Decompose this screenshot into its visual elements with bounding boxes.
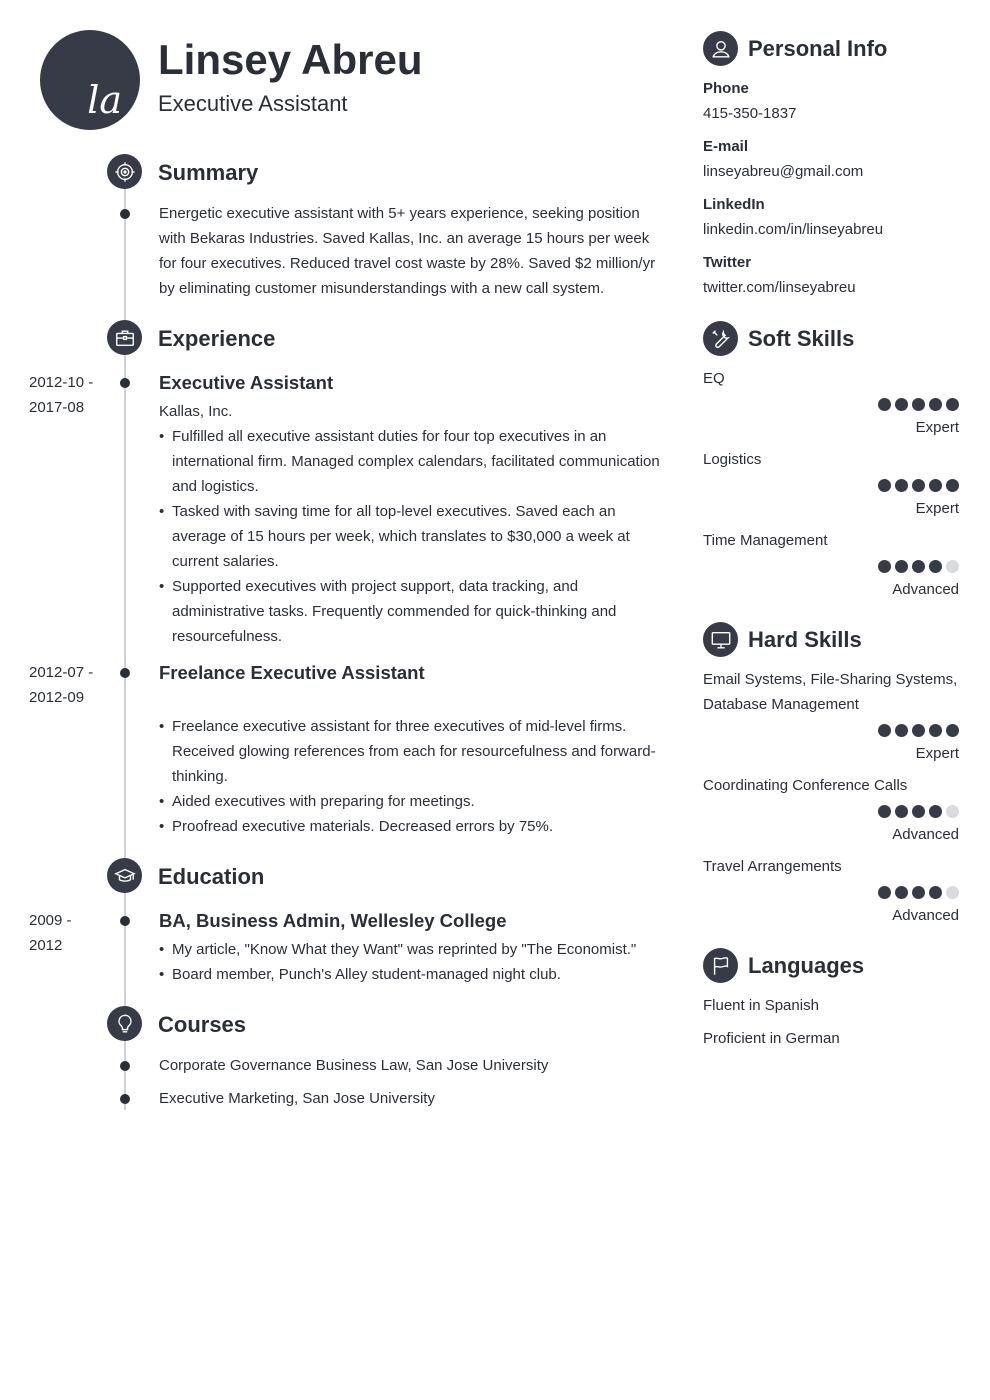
linkedin-value: linkedin.com/in/linseyabreu bbox=[703, 221, 884, 238]
job-role: Freelance Executive Assistant bbox=[159, 662, 425, 683]
rating-dot-filled bbox=[878, 724, 891, 737]
rating-dot-filled bbox=[929, 560, 942, 573]
rating-dot-filled bbox=[946, 479, 959, 492]
experience-heading: Experience bbox=[158, 326, 276, 351]
summary-icon bbox=[107, 154, 142, 189]
email-value: linseyabreu@gmail.com bbox=[703, 163, 864, 180]
job-bullet: • Proofread executive materials. Decreased errors by 75%. bbox=[159, 814, 664, 839]
job-bullet: • Fulfilled all executive assistant duties for four top executives in an international firm. Managed complex calendars, facilitated communication and logistics. bbox=[159, 424, 664, 499]
skill-level: Advanced bbox=[892, 826, 959, 843]
courses-icon bbox=[107, 1006, 142, 1041]
education-icon bbox=[107, 858, 142, 893]
job-bullet: • Freelance executive assistant for three executives of mid-level firms. Received glowing references from each for resourcefulness and forward-thinking. bbox=[159, 714, 664, 789]
skill-name: Email Systems, File-Sharing Systems, Database Management bbox=[703, 671, 958, 713]
skill-rating bbox=[878, 560, 959, 573]
course-item: Corporate Governance Business Law, San Jose University bbox=[159, 1057, 549, 1074]
phone-label: Phone bbox=[703, 80, 749, 97]
twitter-label: Twitter bbox=[703, 254, 752, 271]
rating-dot-filled bbox=[895, 805, 908, 818]
phone-value: 415-350-1837 bbox=[703, 105, 797, 122]
education-bullet: • My article, "Know What they Want" was reprinted by "The Economist." bbox=[159, 937, 664, 962]
skill-name: Time Management bbox=[703, 532, 828, 549]
skill-name: EQ bbox=[703, 370, 725, 387]
skill-rating bbox=[878, 805, 959, 818]
skill-rating bbox=[878, 724, 959, 737]
job-bullets bbox=[159, 424, 664, 649]
summary-heading: Summary bbox=[158, 160, 259, 185]
timeline-dot bbox=[120, 1094, 130, 1104]
rating-dot-filled bbox=[895, 886, 908, 899]
languages-heading: Languages bbox=[748, 953, 865, 978]
language-item: Fluent in Spanish bbox=[703, 997, 819, 1014]
job-role: Executive Assistant bbox=[159, 372, 334, 393]
education-date bbox=[29, 908, 109, 958]
job-date-end: 2017-08 bbox=[29, 399, 85, 416]
personal-info-heading: Personal Info bbox=[748, 36, 888, 61]
timeline-dot bbox=[120, 916, 130, 926]
rating-dot-filled bbox=[878, 560, 891, 573]
skill-level: Advanced bbox=[892, 907, 959, 924]
rating-dot-filled bbox=[929, 805, 942, 818]
job-date-end: 2012-09 bbox=[29, 689, 85, 706]
education-bullets bbox=[159, 937, 664, 987]
courses-heading: Courses bbox=[158, 1012, 247, 1037]
rating-dot-filled bbox=[912, 560, 925, 573]
skill-rating bbox=[878, 398, 959, 411]
skill-level: Advanced bbox=[892, 581, 959, 598]
rating-dot-filled bbox=[878, 805, 891, 818]
candidate-title: Executive Assistant bbox=[158, 91, 348, 116]
job-company: Kallas, Inc. bbox=[159, 403, 233, 420]
job-date bbox=[29, 660, 109, 710]
skill-name: Travel Arrangements bbox=[703, 858, 842, 875]
rating-dot-filled bbox=[946, 724, 959, 737]
job-bullet: • Tasked with saving time for all top-level executives. Saved each an average of 15 hours per week, which translates to $30,000 a week at current salaries. bbox=[159, 499, 664, 574]
education-heading: Education bbox=[158, 864, 265, 889]
skill-name: Coordinating Conference Calls bbox=[703, 777, 908, 794]
hard-skills-icon bbox=[703, 622, 738, 657]
rating-dot-empty bbox=[946, 805, 959, 818]
skill-level: Expert bbox=[915, 419, 959, 436]
personal-info-icon bbox=[703, 31, 738, 66]
rating-dot-filled bbox=[895, 560, 908, 573]
soft-skills-heading: Soft Skills bbox=[748, 326, 855, 351]
summary-text: Energetic executive assistant with 5+ years experience, seeking position with Bekaras Industries. Saved Kallas, Inc. an average 15 hours per week for four executives. Reduced travel cost waste by 28%. Saved $2 million/yr by eliminating customer misunderstandings with a new call system. bbox=[159, 205, 656, 297]
languages-icon bbox=[703, 948, 738, 983]
timeline-dot bbox=[120, 1061, 130, 1071]
twitter-value: twitter.com/linseyabreu bbox=[703, 279, 856, 296]
rating-dot-filled bbox=[912, 805, 925, 818]
avatar bbox=[40, 30, 140, 130]
language-item: Proficient in German bbox=[703, 1030, 840, 1047]
rating-dot-filled bbox=[912, 724, 925, 737]
education-bullet: • Board member, Punch's Alley student-managed night club. bbox=[159, 962, 664, 987]
hard-skills-heading: Hard Skills bbox=[748, 627, 862, 652]
rating-dot-filled bbox=[912, 479, 925, 492]
rating-dot-filled bbox=[929, 886, 942, 899]
soft-skills-icon bbox=[703, 321, 738, 356]
timeline-dot bbox=[120, 378, 130, 388]
timeline-line bbox=[124, 172, 126, 1110]
rating-dot-filled bbox=[895, 398, 908, 411]
rating-dot-filled bbox=[929, 479, 942, 492]
email-label: E-mail bbox=[703, 138, 749, 155]
education-degree: BA, Business Admin, Wellesley College bbox=[159, 910, 507, 931]
rating-dot-filled bbox=[878, 886, 891, 899]
rating-dot-filled bbox=[912, 886, 925, 899]
job-date-start: 2012-07 - bbox=[29, 664, 94, 681]
rating-dot-filled bbox=[878, 479, 891, 492]
avatar-initials: la bbox=[87, 78, 122, 122]
skill-level: Expert bbox=[915, 745, 959, 762]
rating-dot-empty bbox=[946, 560, 959, 573]
timeline-dot bbox=[120, 209, 130, 219]
skill-level: Expert bbox=[915, 500, 959, 517]
skill-rating bbox=[878, 886, 959, 899]
job-bullet: • Aided executives with preparing for meetings. bbox=[159, 789, 664, 814]
rating-dot-filled bbox=[929, 724, 942, 737]
rating-dot-empty bbox=[946, 886, 959, 899]
linkedin-label: LinkedIn bbox=[703, 196, 765, 213]
candidate-name: Linsey Abreu bbox=[158, 36, 423, 83]
job-bullets bbox=[159, 714, 664, 839]
rating-dot-filled bbox=[946, 398, 959, 411]
rating-dot-filled bbox=[912, 398, 925, 411]
timeline-dot bbox=[120, 668, 130, 678]
job-date bbox=[29, 370, 109, 420]
rating-dot-filled bbox=[895, 724, 908, 737]
job-date-start: 2012-10 - bbox=[29, 374, 94, 391]
education-date-start: 2009 - bbox=[29, 912, 72, 929]
rating-dot-filled bbox=[895, 479, 908, 492]
education-date-end: 2012 bbox=[29, 937, 63, 954]
job-bullet: • Supported executives with project support, data tracking, and administrative tasks. Frequently commended for quick-thinking and resourcefulness. bbox=[159, 574, 664, 649]
skill-rating bbox=[878, 479, 959, 492]
experience-icon bbox=[107, 320, 142, 355]
rating-dot-filled bbox=[878, 398, 891, 411]
rating-dot-filled bbox=[929, 398, 942, 411]
course-item: Executive Marketing, San Jose University bbox=[159, 1090, 435, 1107]
skill-name: Logistics bbox=[703, 451, 762, 468]
